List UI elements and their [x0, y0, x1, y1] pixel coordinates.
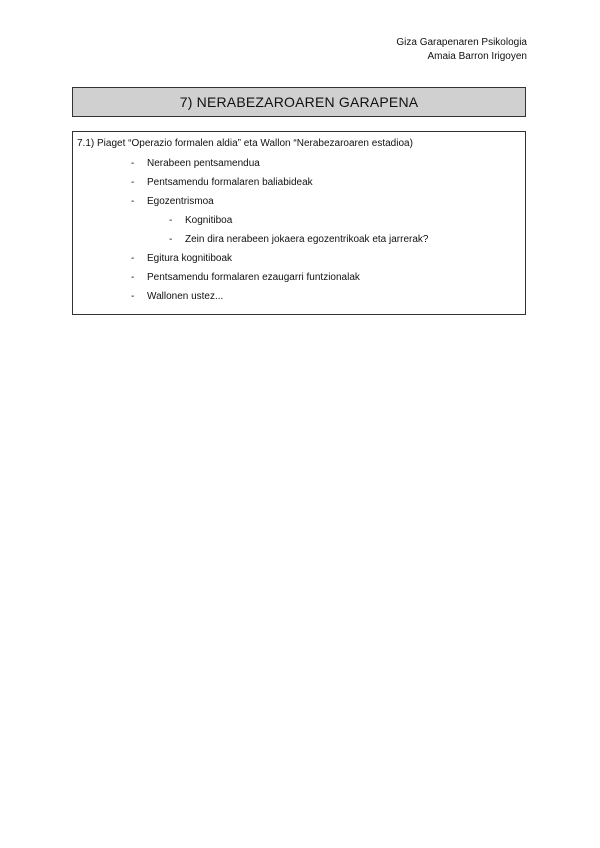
list-item-text: Pentsamendu formalaren baliabideak — [147, 177, 313, 188]
author-name: Amaia Barron Irigoyen — [427, 51, 527, 62]
list-item-text: Nerabeen pentsamendua — [147, 158, 260, 169]
list-item-text: Wallonen ustez... — [147, 291, 224, 302]
list-item-text: Pentsamendu formalaren ezaugarri funtzionalak — [147, 272, 360, 283]
section-heading: 7.1) Piaget “Operazio formalen aldia” eta Wallon “Nerabezaroaren estadioa) — [77, 138, 413, 149]
list-dash: - — [131, 253, 135, 264]
section-box — [72, 131, 526, 315]
chapter-title — [72, 87, 526, 117]
list-dash: - — [169, 234, 173, 245]
list-item-text: Zein dira nerabeen jokaera egozentrikoak eta jarrerak? — [185, 234, 429, 245]
list-item-text: Kognitiboa — [185, 215, 233, 226]
list-dash: - — [131, 196, 135, 207]
list-dash: - — [131, 291, 135, 302]
page-header — [396, 36, 527, 64]
list-item-text: Egitura kognitiboak — [147, 253, 233, 264]
list-dash: - — [131, 272, 135, 283]
course-title: Giza Garapenaren Psikologia — [396, 37, 527, 48]
chapter-title-text: 7) NERABEZAROAREN GARAPENA — [179, 94, 419, 110]
list-item-text: Egozentrismoa — [147, 196, 214, 207]
list-dash: - — [131, 177, 135, 188]
list-dash: - — [131, 158, 135, 169]
list-dash: - — [169, 215, 173, 226]
